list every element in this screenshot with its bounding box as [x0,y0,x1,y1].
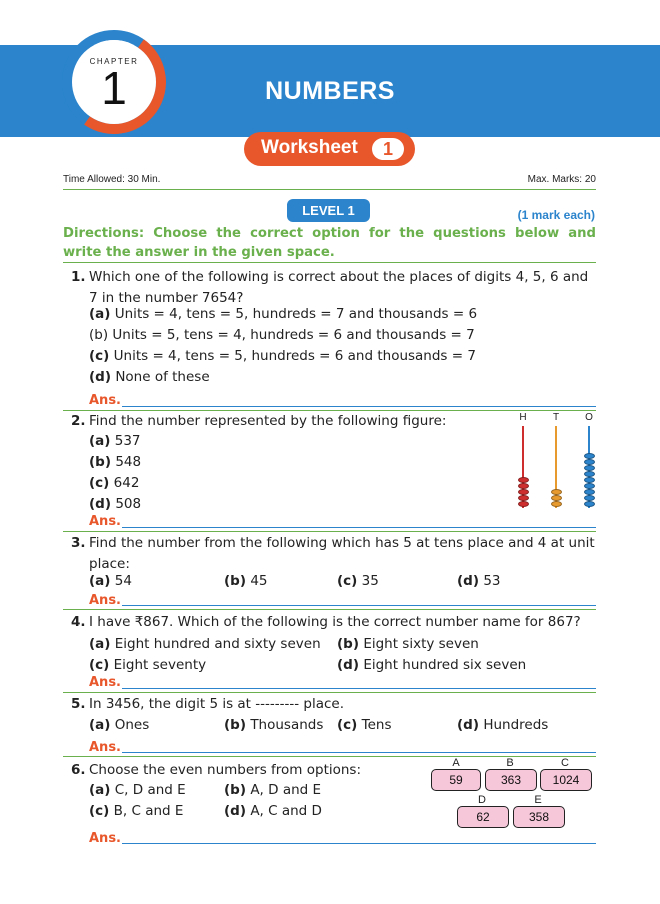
question-text: Find the number from the following which has 5 at tens place and 4 at unit place: [89,535,595,572]
abacus-figure [500,410,600,515]
option-b[interactable]: (b) 548 [89,454,142,470]
question-text: I have ₹867. Which of the following is the correct number name for 867? [89,614,581,630]
chapter-title: NUMBERS [265,77,395,105]
number-box: 59 [431,769,481,791]
option-d[interactable]: (d) None of these [89,369,210,385]
abacus-bead [551,495,562,501]
chapter-label: CHAPTER [89,57,139,66]
abacus-label-o: O [585,412,593,423]
answer-label: Ans. [89,393,121,408]
option-c[interactable]: (c) Tens [337,717,392,733]
number-box: 62 [457,806,509,828]
question-text: In 3456, the digit 5 is at --------- place. [89,696,344,712]
marks-note: (1 mark each) [517,208,595,222]
question-text: Which one of the following is correct about the places of digits 4, 5, 6 and 7 in the number 7654? [89,269,589,306]
answer-label: Ans. [89,740,121,755]
worksheet-pill [244,132,415,166]
answer-label: Ans. [89,514,121,529]
option-d[interactable]: (d) Hundreds [457,717,549,733]
question-number: 3. [71,535,86,551]
answer-line[interactable] [122,406,596,407]
abacus-bead [518,495,529,501]
meta-divider [63,189,596,190]
option-b[interactable]: (b) Eight sixty seven [337,636,479,652]
question-divider [63,692,596,693]
option-c[interactable]: (c) 642 [89,475,140,491]
answer-line[interactable] [122,688,596,689]
abacus-bead [584,501,595,507]
option-d[interactable]: (d) Eight hundred six seven [337,657,527,673]
worksheet-number: 1 [372,138,404,160]
option-b[interactable]: (b) Thousands [224,717,324,733]
directions-divider [63,262,596,263]
abacus-bead [584,465,595,471]
option-b[interactable]: (b) 45 [224,573,268,589]
abacus-bead [584,471,595,477]
abacus-bead [584,453,595,459]
level-badge: LEVEL 1 [287,199,370,222]
answer-line[interactable] [122,752,596,753]
question-divider [63,531,596,532]
answer-label: Ans. [89,675,121,690]
option-b[interactable]: (b) Units = 5, tens = 4, hundreds = 6 and thousands = 7 [89,327,475,343]
abacus-bead [518,483,529,489]
number-box: 363 [485,769,537,791]
question-number: 5. [71,696,86,712]
option-a[interactable]: (a) Ones [89,717,150,733]
abacus-bead [584,459,595,465]
option-b[interactable]: (b) A, D and E [224,782,322,798]
box-label: C [561,757,569,769]
abacus-bead [584,483,595,489]
abacus-bead [584,477,595,483]
answer-line[interactable] [122,527,596,528]
chapter-number: 1 [101,62,127,114]
abacus-bead [518,489,529,495]
number-box: 358 [513,806,565,828]
answer-line[interactable] [122,843,596,844]
question-text: Find the number represented by the following figure: [89,413,447,429]
abacus-label-t: T [552,412,560,423]
option-d[interactable]: (d) 53 [457,573,501,589]
chapter-badge [62,30,166,134]
option-d[interactable]: (d) A, C and D [224,803,322,819]
option-c[interactable]: (c) 35 [337,573,379,589]
abacus-bead [518,477,529,483]
abacus-bead [584,489,595,495]
number-box: 1024 [540,769,592,791]
directions: Directions: Choose the correct option for the questions below and write the answer in the given space. [63,226,596,260]
option-a[interactable]: (a) Units = 4, tens = 5, hundreds = 7 and thousands = 6 [89,306,478,322]
box-label: B [506,757,514,769]
option-a[interactable]: (a) Eight hundred and sixty seven [89,636,321,652]
answer-line[interactable] [122,605,596,606]
question-divider [63,609,596,610]
box-label: D [478,794,486,806]
question-text: Choose the even numbers from options: [89,762,362,778]
option-a[interactable]: (a) 54 [89,573,132,589]
abacus-bead [518,501,529,507]
badge-inner [72,40,156,124]
answer-label: Ans. [89,831,121,846]
abacus-label-h: H [519,412,527,423]
abacus-bead [584,495,595,501]
option-c[interactable]: (c) B, C and E [89,803,184,819]
abacus-bead [551,489,562,495]
question-number: 1. [71,269,86,285]
option-c[interactable]: (c) Units = 4, tens = 5, hundreds = 6 and thousands = 7 [89,348,476,364]
max-marks: Max. Marks: 20 [527,174,596,185]
option-d[interactable]: (d) 508 [89,496,142,512]
question-number: 4. [71,614,86,630]
box-label: A [452,757,460,769]
worksheet-label: Worksheet [261,137,358,158]
option-a[interactable]: (a) 537 [89,433,141,449]
question-number: 2. [71,413,86,429]
question-number: 6. [71,762,86,778]
option-a[interactable]: (a) C, D and E [89,782,186,798]
abacus-bead [551,501,562,507]
option-c[interactable]: (c) Eight seventy [89,657,207,673]
box-label: E [534,794,542,806]
time-allowed: Time Allowed: 30 Min. [63,174,161,185]
answer-label: Ans. [89,593,121,608]
